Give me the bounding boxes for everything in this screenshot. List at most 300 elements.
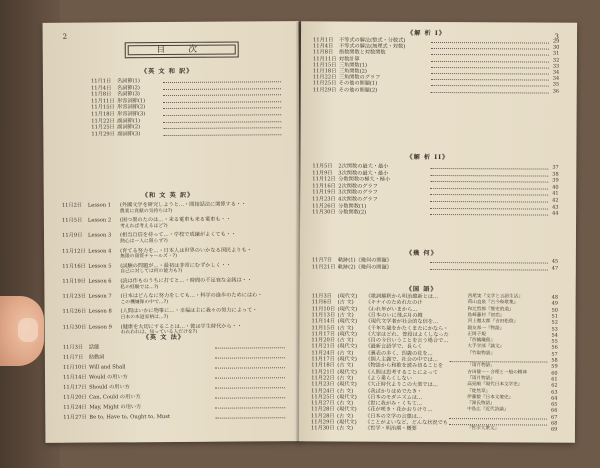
toc-right-content <box>301 21 577 433</box>
entry-date: 11月19日 <box>312 189 336 196</box>
leader-dots <box>430 269 548 271</box>
toc-entry <box>63 345 99 351</box>
toc-entry <box>63 384 130 390</box>
toc-entry <box>311 426 417 433</box>
entry-date: 11月8日 <box>312 49 334 56</box>
entry-date: 11月23日 <box>312 196 336 203</box>
toc-entry <box>63 414 170 421</box>
entry-type: (現代文) <box>337 369 357 376</box>
entry-date: 11月9日 <box>62 233 83 240</box>
entry-date: 11月12日 <box>62 248 86 255</box>
entry-date: 11月17日 <box>63 384 87 391</box>
entry-source: 正岡子規 <box>467 331 486 338</box>
entry-title-continued: 私の経験では…?) <box>120 284 159 290</box>
leader-dots <box>449 418 547 420</box>
entry-date: 11月9日 <box>312 169 333 177</box>
leader-dots <box>449 361 547 363</box>
toc-entry <box>91 111 145 117</box>
entry-date: 11月27日 <box>311 400 335 407</box>
entry-type: (現代文) <box>337 331 358 338</box>
leader-dots <box>431 85 549 87</box>
leader-dots <box>430 168 548 170</box>
entry-date: 11月19日 <box>62 278 86 285</box>
entry-title: 三角関数(1) <box>338 62 367 69</box>
entry-date: 11月11日 <box>312 55 337 63</box>
toc-entry <box>312 177 390 183</box>
entry-date: 11月12日 <box>312 176 336 183</box>
page-number: 3 <box>554 32 560 41</box>
entry-date: 11月24日 <box>311 350 335 357</box>
entry-title: その他の問題(2) <box>338 87 378 94</box>
entry-date: 11月2日 <box>61 202 83 209</box>
entry-source: 大手学部『論文』 <box>467 344 505 350</box>
entry-page-number: 34 <box>552 75 560 82</box>
entry-title: その他の問題(1) <box>338 80 378 88</box>
entry-date: 11月15日 <box>91 104 115 111</box>
entry-date: 11月10日 <box>311 305 336 313</box>
entry-page-number: 64 <box>551 395 558 402</box>
entry-title: 《物語から和歌を読み切ることを <box>365 362 444 370</box>
entry-date: 11月24日 <box>63 404 87 411</box>
entry-source: 伊藤整『日本文壇史』 <box>467 394 514 401</box>
leader-dots <box>430 181 548 183</box>
lesson-number: Lesson 1 <box>87 202 112 209</box>
toc-entry <box>63 404 141 411</box>
entry-type: (現代文) <box>336 419 357 426</box>
entry-source: 親友邦一『物語』 <box>467 325 505 331</box>
leader-dots <box>215 367 285 368</box>
entry-title-continued: 無限の資質チャールズ・?) <box>120 254 178 260</box>
entry-date: 11月16日 <box>62 263 86 270</box>
entry-date: 11月25日 <box>91 124 115 131</box>
entry-title: 《人間は思考することによって <box>365 369 438 376</box>
entry-page-number: 51 <box>551 313 558 320</box>
entry-page-number: 50 <box>551 307 558 314</box>
entry-page-number: 65 <box>551 401 558 408</box>
entry-title: 《大正時代よりこの大衆では… <box>365 381 438 389</box>
entry-page-number: 54 <box>551 332 558 339</box>
entry-title: (困つ果のたのは…・来る電車も来る電車も・・ <box>119 216 231 224</box>
entry-date: 11月24日 <box>311 387 335 394</box>
thumbnail-nail-image <box>18 318 38 342</box>
right-page <box>299 21 577 442</box>
entry-title: 副詞節(2) <box>117 124 141 131</box>
entry-type: (古 文) <box>337 362 354 369</box>
entry-page-number: 47 <box>551 265 559 273</box>
page-title: 目 次 <box>125 42 239 59</box>
leader-dots <box>163 101 281 103</box>
entry-title: 2次関数の最大・最小 <box>338 163 389 170</box>
leader-dots <box>430 208 548 210</box>
entry-page-number: 45 <box>551 258 559 265</box>
entry-date: 11月13日 <box>311 312 336 319</box>
entry-title: 形容詞節(3) <box>117 111 146 118</box>
entry-title: 《日本のいに飛ぶ月の鏡 <box>365 312 423 319</box>
entry-source: 西尾実『文学と言語生活』 <box>467 294 523 300</box>
toc-entry <box>91 105 145 111</box>
entry-page-number: 67 <box>551 414 558 421</box>
entry-date: 11月15日 <box>312 62 337 69</box>
entry-title: 《千年ち歳をかたくまたにかなら・ <box>365 325 449 332</box>
entry-source: 荷山直泉『古今和歌集』 <box>467 300 519 306</box>
entry-type: (現代文) <box>337 356 357 363</box>
entry-title: 《歌詞解釈から明治維新とは… <box>365 293 439 301</box>
entry-page-number: 69 <box>550 426 558 433</box>
section-heading: 《国 語》 <box>405 285 438 293</box>
entry-date: 11月23日 <box>62 293 87 300</box>
entry-page-number: 35 <box>552 81 560 89</box>
leader-dots <box>431 79 549 81</box>
entry-page-number: 58 <box>551 357 558 364</box>
entry-date: 11月20日 <box>63 394 87 401</box>
entry-type: (古 文) <box>336 425 354 432</box>
entry-date: 11月23日 <box>311 381 335 388</box>
entry-type: (現代文) <box>337 394 357 401</box>
entry-title: 対数計算 <box>338 56 360 63</box>
entry-date: 11月7日 <box>62 354 84 361</box>
entry-type: (現代文) <box>337 343 358 350</box>
toc-entry <box>312 257 392 263</box>
entry-title: 副詞節(3) <box>117 131 141 138</box>
leader-dots <box>430 262 548 264</box>
entry-title: 名詞節(2) <box>116 84 140 91</box>
leader-dots <box>430 214 548 216</box>
entry-source: 『哲学大衆文』 <box>466 426 500 432</box>
entry-type: (古 文) <box>337 375 354 382</box>
entry-date: 11月25日 <box>312 80 337 87</box>
entry-title-continued: 自己に対しては何の能力も?) <box>120 269 183 275</box>
entry-page-number: 57 <box>551 351 558 358</box>
entry-title: 3次関数の最大・最小 <box>338 170 389 177</box>
entry-title: 《われ年がいまから… <box>365 306 418 313</box>
entry-title: 《日本の文学の言葉は… <box>365 413 423 420</box>
entry-page-number: 44 <box>552 210 559 217</box>
entry-date: 11月29日 <box>310 419 335 426</box>
leader-dots <box>431 61 549 63</box>
entry-title-continued: この機嫌像の中で…?) <box>120 299 169 306</box>
entry-date: 11月30日 <box>312 209 336 216</box>
toc-entry <box>91 91 140 97</box>
entry-title: 形容詞節(1) <box>117 97 146 105</box>
entry-date: 11月28日 <box>311 413 335 420</box>
entry-title: 形容詞節(2) <box>117 104 146 111</box>
entry-title: 《ことがよいなど、どんな状況でも <box>364 419 449 427</box>
toc-entry <box>312 210 366 216</box>
entry-type: (現代文) <box>337 318 358 325</box>
entry-page-number: 61 <box>551 376 558 383</box>
entry-type: (古 文) <box>337 413 354 420</box>
entry-date: 11月30日 <box>62 324 87 331</box>
entry-page-number: 29 <box>552 38 560 45</box>
entry-title: May, Might の用い方 <box>89 404 142 411</box>
entry-source: 『徒然草』 <box>467 388 491 394</box>
entry-date: 11月17日 <box>311 356 335 363</box>
entry-page-number: 62 <box>551 382 558 389</box>
entry-title: 《大家はどれ、普段はよくしなった <box>365 331 449 338</box>
leader-dots <box>430 175 548 177</box>
entry-page-number: 34 <box>552 69 560 76</box>
entry-date: 11月18日 <box>312 68 337 75</box>
toc-entry <box>312 163 388 169</box>
entry-source: 島崎藤村『初恋』 <box>467 313 505 319</box>
entry-title: 《現代文学者が社会的な信を… <box>365 318 439 326</box>
leader-dots <box>431 54 549 56</box>
toc-entry <box>312 203 366 209</box>
entry-source: 『雨月物語』 <box>467 376 495 382</box>
leader-dots <box>431 42 549 44</box>
section-heading: 《解 析 II》 <box>406 153 450 162</box>
toc-entry <box>312 196 378 202</box>
entry-page-number: 43 <box>552 204 559 211</box>
entry-title-continued: 農業に貢献の気持ちは?) <box>119 208 173 214</box>
entry-title: (育てる努力を…・日本人は世界のいかなる国民よりも・ <box>120 247 252 254</box>
entry-date: 11月5日 <box>312 163 333 170</box>
toc-entry <box>91 131 140 137</box>
lesson-number: Lesson 2 <box>87 217 112 224</box>
section-heading: 《和 文 英 訳》 <box>141 191 195 200</box>
entry-page-number: 42 <box>552 197 559 204</box>
section-heading: 《解 析 I》 <box>407 29 447 38</box>
entry-date: 11月27日 <box>63 414 87 421</box>
entry-date: 11月21日 <box>311 343 335 350</box>
toc-entry <box>63 374 128 380</box>
entry-title: Be to, Have to, Ought to, Must <box>89 414 171 421</box>
entry-date: 11月26日 <box>62 308 87 316</box>
entry-title: 名詞節(3) <box>117 91 140 98</box>
entry-date: 11月4日 <box>90 85 112 92</box>
entry-title: Will and Shall <box>88 364 126 371</box>
entry-page-number: 55 <box>551 338 558 345</box>
entry-title: 三角関数(2) <box>338 68 367 75</box>
entry-title-continued: われわれは、知っている人だけを?) <box>120 329 198 336</box>
entry-page-number: 31 <box>552 50 560 58</box>
entry-date: 11月29日 <box>91 131 115 138</box>
entry-title-continued: 熱心は一人に限らず?) <box>120 238 168 245</box>
entry-date: 11月16日 <box>312 183 336 190</box>
toc-entry <box>91 124 140 130</box>
entry-title: 《目の今日いうことを言う場合で… <box>365 337 449 345</box>
entry-source: 高見順『現代日本文学史』 <box>467 382 523 388</box>
lesson-number: Lesson 6 <box>88 278 112 285</box>
toc-entry <box>312 265 392 271</box>
leader-dots <box>215 407 285 408</box>
lesson-number: Lesson 9 <box>88 324 112 331</box>
leader-dots <box>430 201 548 203</box>
leader-dots <box>163 127 281 129</box>
entry-date: 11月22日 <box>91 117 115 125</box>
entry-title: (人間はいかに物事に…・幸福は主に我々の努力によって・ <box>120 307 258 315</box>
entry-page-number: 52 <box>551 319 558 326</box>
entry-title: (相当自信を持って…・学校で成績がよくても・・ <box>120 231 237 239</box>
entry-page-number: 56 <box>551 344 558 352</box>
entry-type: (古 文) <box>337 400 354 407</box>
entry-date: 11月3日 <box>311 293 332 300</box>
entry-source: 吉田健一・合理と一般の精神 <box>467 369 528 376</box>
leader-dots <box>215 417 285 418</box>
entry-type: (古 文) <box>337 324 354 332</box>
entry-source: 「雨月物語」 <box>467 363 495 369</box>
entry-page-number: 32 <box>552 57 560 64</box>
entry-page-number: 60 <box>551 370 558 377</box>
entry-date: 11月8日 <box>91 91 112 98</box>
entry-source: 『竹取物語』 <box>467 350 495 356</box>
leader-dots <box>215 397 285 398</box>
entry-title-continued: 考えれば考えるほど?) <box>119 223 168 230</box>
entry-title: 分数関数(2) <box>338 209 367 216</box>
entry-title: 不等式の解法(整式・分数式) <box>338 37 406 44</box>
entry-title: 不等式の解法(無理式・対数) <box>338 43 406 51</box>
entry-date: 11月3日 <box>62 344 84 351</box>
section-heading: 《英 文 法》 <box>142 333 186 342</box>
entry-title: 《我ばかりはめでたき・ <box>365 388 423 395</box>
entry-title: (読は作ものうちに打てと…・時間の不足衰な金銭は・・ <box>120 277 253 285</box>
entry-type: (古 文) <box>337 312 354 319</box>
entry-page-number: 38 <box>552 171 559 178</box>
entry-title: Can, Could の用い方 <box>89 394 141 401</box>
toc-entry <box>63 394 141 401</box>
entry-title: (日本はどんなに努力をしても…・科学の進歩のためにはわ・ <box>120 292 263 300</box>
lesson-number: Lesson 5 <box>88 263 112 270</box>
entry-date: 11月17日 <box>311 331 336 338</box>
entry-date: 11月11日 <box>91 98 115 105</box>
entry-date: 11月22日 <box>312 74 337 81</box>
leader-dots <box>431 92 549 94</box>
entry-title: 《花が咲き・花かおりけり… <box>365 407 433 414</box>
entry-title: Would の用い方 <box>88 374 128 381</box>
lesson-number: Lesson 3 <box>88 232 112 239</box>
leader-dots <box>163 134 281 136</box>
entry-type: (古 文) <box>337 337 354 344</box>
entry-page-number: 33 <box>552 63 560 70</box>
entry-page-number: 37 <box>552 164 559 171</box>
entry-date: 11月30日 <box>310 425 335 432</box>
entry-title: 分数関数の極大・極小 <box>338 176 391 183</box>
entry-date: 11月18日 <box>311 362 335 369</box>
entry-date: 11月15日 <box>311 324 336 331</box>
entry-date: 11月20日 <box>311 337 336 344</box>
entry-source: 河上徹太郎『吉田松陰』 <box>467 319 519 325</box>
entry-type: (古 文) <box>337 387 354 395</box>
entry-page-number: 40 <box>552 184 559 191</box>
entry-title: (試験の問題が…・最初は非常にむずかしく・・ <box>120 262 232 270</box>
leader-dots <box>163 81 281 83</box>
entry-source: 『西鶴織留』 <box>467 338 496 344</box>
entry-title: 2次関数のグラフ <box>338 183 378 190</box>
entry-source: 『源氏物語』 <box>467 401 495 407</box>
entry-page-number: 48 <box>551 294 559 301</box>
leader-dots <box>431 48 549 50</box>
entry-source: 和辻哲郎『歴史的道』 <box>467 306 514 312</box>
leader-dots <box>431 73 549 75</box>
toc-entry <box>63 364 126 370</box>
entry-page-number: 63 <box>551 389 558 396</box>
entry-title: 《よう乗らくしない <box>365 375 412 382</box>
entry-date: 11月5日 <box>61 217 83 224</box>
entry-type: (古 文) <box>337 350 354 357</box>
entry-date: 11月1日 <box>90 78 112 85</box>
lesson-number: Lesson 8 <box>88 308 112 315</box>
entry-title: 3次関数のグラフ <box>338 189 378 197</box>
entry-title: 《世に我がみ・くちて… <box>365 400 423 408</box>
entry-source: 中島広『近代詩論』 <box>467 407 509 413</box>
entry-title: 軌跡(1)《幾何の問題》 <box>337 257 392 264</box>
entry-date: 11月1日 <box>312 37 334 44</box>
entry-date: 11月18日 <box>91 111 115 118</box>
page-number: 2 <box>62 32 68 41</box>
toc-entry <box>312 170 388 176</box>
entry-date: 11月4日 <box>312 43 334 50</box>
leader-dots <box>163 121 281 123</box>
toc-entry <box>312 190 378 196</box>
entry-type: (古 文) <box>337 299 354 306</box>
left-page <box>43 21 302 443</box>
entry-page-number: 39 <box>552 177 559 184</box>
entry-title: 4次関数のグラフ <box>338 196 378 203</box>
lesson-number: Lesson 7 <box>88 293 112 300</box>
entry-title: 分数関数(1) <box>338 203 367 210</box>
entry-page-number: 41 <box>552 190 559 198</box>
entry-title: 軌跡(2)《幾何の問題》 <box>337 264 392 272</box>
entry-title: 《哲学・明治期・概要 <box>364 425 417 433</box>
entry-date: 11月22日 <box>311 375 335 382</box>
entry-date: 11月7日 <box>311 257 333 264</box>
entry-title: 《個人主義で、社会の中では… <box>365 356 438 364</box>
entry-title: 助動詞 <box>88 354 105 361</box>
entry-title: (健康を大切にすることは…・彼は学生時代から・・ <box>120 323 243 330</box>
entry-type: (現代文) <box>337 381 357 388</box>
entry-date: 11月25日 <box>311 394 335 401</box>
entry-page-number: 66 <box>551 407 558 415</box>
leader-dots <box>163 114 281 116</box>
leader-dots <box>215 377 285 378</box>
leader-dots <box>163 88 281 90</box>
entry-page-number: 30 <box>552 44 560 51</box>
entry-title: 《裏表の多く、四歳の花を… <box>365 350 433 357</box>
entry-date: 11月6日 <box>311 299 332 306</box>
entry-type: (現代文) <box>337 406 357 413</box>
entry-page-number: 36 <box>552 88 560 95</box>
leader-dots <box>215 347 285 348</box>
entry-title: 話態 <box>88 344 100 351</box>
entry-type: (現代文) <box>337 293 358 300</box>
leader-dots <box>431 67 549 69</box>
entry-date: 11月28日 <box>311 406 335 413</box>
leader-dots <box>430 188 548 190</box>
leader-dots <box>163 108 281 110</box>
entry-page-number: 59 <box>551 363 558 370</box>
entry-type: (現代文) <box>337 306 358 313</box>
entry-title: 三角関数のグラフ <box>338 74 381 81</box>
entry-title: 《日本のモダニズムは… <box>365 394 423 401</box>
entry-date: 11月26日 <box>312 202 336 210</box>
toc-entry <box>313 87 378 93</box>
entry-date: 11月21日 <box>311 368 335 376</box>
entry-title: 《最新言語学で、長らく <box>365 344 423 351</box>
section-heading: 《幾 何》 <box>405 249 438 257</box>
entry-date: 11月10日 <box>62 364 87 371</box>
entry-page-number: 49 <box>551 300 559 307</box>
entry-page-number: 68 <box>550 420 558 427</box>
lesson-number: Lesson 4 <box>88 248 112 255</box>
entry-title: Should の用い方 <box>89 384 130 391</box>
leader-dots <box>430 194 548 196</box>
entry-page-number: 53 <box>551 326 558 333</box>
entry-date: 11月14日 <box>311 318 336 325</box>
section-heading: 《英 文 和 訳》 <box>140 67 194 76</box>
entry-date: 11月14日 <box>62 374 87 381</box>
leader-dots <box>215 357 285 358</box>
toc-entry <box>91 118 140 124</box>
